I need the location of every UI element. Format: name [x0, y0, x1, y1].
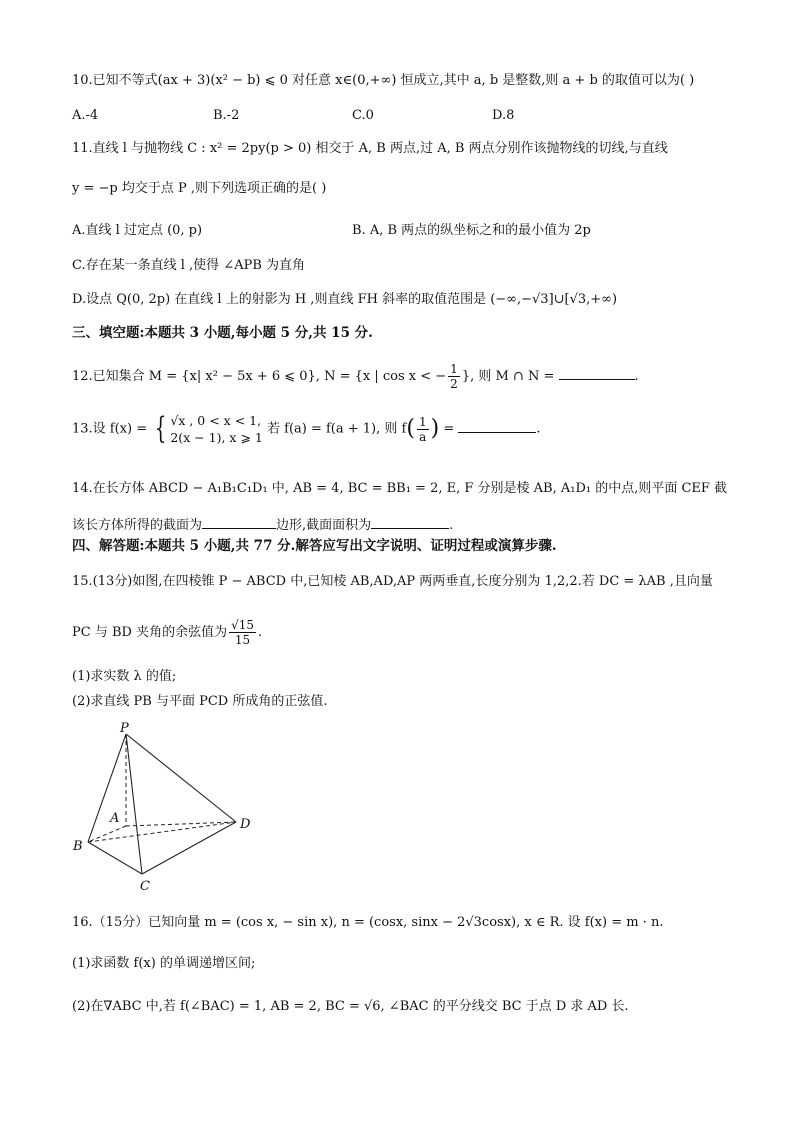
q13-suffix: =: [443, 421, 455, 437]
q13-stem: [72, 412, 541, 446]
edge-bc: [88, 842, 142, 874]
q12-end: .: [634, 369, 639, 384]
q10-option-a: A.-4: [72, 108, 99, 123]
edge-cd: [142, 822, 236, 874]
q10-option-b: B.-2: [213, 108, 240, 123]
pyramid-figure: [70, 722, 270, 901]
q15-frac-num: √15: [231, 618, 254, 632]
pyramid-diagram: [70, 722, 270, 897]
q11-stem-line2: y = −p 均交于点 P ,则下列选项正确的是( ): [72, 181, 327, 196]
section-3-heading: 三、填空题:本题共 3 小题,每小题 5 分,共 15 分.: [72, 325, 373, 341]
q15-line1: 15.(13分)如图,在四棱锥 P − ABCD 中,已知棱 AB,AD,AP 两两垂直,长度分别为 1,2,2.若 DC = λAB ,且向量: [72, 574, 713, 589]
q15-part1: (1)求实数 λ 的值;: [72, 669, 177, 684]
q14-line2-end: .: [449, 518, 454, 533]
q13-prefix: 13.设 f(x) =: [72, 421, 148, 437]
q15-line2-end: .: [258, 625, 263, 640]
label-b: B: [73, 839, 83, 854]
q11-option-a: A.直线 l 过定点 (0, p): [72, 223, 203, 238]
q15-fraction: [229, 618, 256, 647]
q14-line2-b: 边形,截面面积为: [276, 518, 372, 533]
q10-option-d: D.8: [492, 108, 515, 123]
q16-part2: (2)在∇ABC 中,若 f(∠BAC) = 1, AB = 2, BC = √6, ∠BAC 的平分线交 BC 于点 D 求 AD 长.: [72, 999, 629, 1014]
edge-ab-hidden: [88, 826, 126, 842]
q14-blank-1: [202, 514, 276, 529]
q15-frac-den: 15: [234, 633, 251, 647]
q10-option-c: C.0: [352, 108, 374, 123]
q13-end: .: [536, 421, 541, 437]
q13-frac-den: a: [419, 429, 427, 444]
q12-answer-blank: [559, 365, 635, 380]
q12-suffix: }, 则 M ∩ N =: [461, 369, 555, 384]
label-p: P: [120, 722, 129, 736]
q10-stem: 10.已知不等式(ax + 3)(x² − b) ⩽ 0 对任意 x∈(0,+∞) 恒成立,其中 a, b 是整数,则 a + b 的取值可以为( ): [72, 73, 695, 88]
q13-left-brace: {: [155, 411, 167, 446]
q13-right-paren: ): [430, 416, 440, 441]
q14-blank-2: [371, 514, 449, 529]
section-4-heading: 四、解答题:本题共 5 小题,共 77 分.解答应写出文字说明、证明过程或演算步骤.: [72, 538, 557, 554]
q12-stem: [72, 362, 639, 391]
label-a: A: [110, 811, 120, 826]
q11-stem-line1: 11.直线 l 与抛物线 C : x² = 2py(p > 0) 相交于 A, B 两点,过 A, B 两点分别作该抛物线的切线,与直线: [72, 141, 668, 156]
q13-frac-num: 1: [418, 414, 427, 429]
q12-fraction: [448, 362, 460, 391]
q12-prefix: 12.已知集合 M = {x| x² − 5x + 6 ⩽ 0}, N = {x | cos x < −: [72, 369, 447, 384]
q14-line1: 14.在长方体 ABCD − A₁B₁C₁D₁ 中, AB = 4, BC = BB₁ = 2, E, F 分别是棱 AB, A₁D₁ 的中点,则平面 CEF 截: [72, 481, 728, 496]
label-c: C: [140, 879, 150, 894]
q13-left-paren: (: [406, 416, 415, 441]
q11-option-c: C.存在某一条直线 l ,使得 ∠APB 为直角: [72, 258, 306, 273]
q14-line2: [72, 514, 453, 535]
edge-pc: [126, 734, 142, 874]
q16-line1: 16.（15分）已知向量 m = (cos x, − sin x), n = (cosx, sinx − 2√3cosx), x ∈ R. 设 f(x) = m · n.: [72, 915, 664, 930]
q13-answer-blank: [458, 418, 536, 433]
q11-option-d: D.设点 Q(0, 2p) 在直线 l 上的射影为 H ,则直线 FH 斜率的取值范围是 (−∞,−√3]∪[√3,+∞): [72, 292, 618, 307]
q15-part2: (2)求直线 PB 与平面 PCD 所成角的正弦值.: [72, 694, 328, 709]
q13-case2: 2(x − 1), x ⩾ 1: [170, 430, 263, 445]
q16-part1: (1)求函数 f(x) 的单调递增区间;: [72, 956, 256, 971]
edge-pb: [88, 734, 126, 842]
q13-cases: [170, 412, 263, 446]
q12-frac-den: 2: [450, 377, 458, 391]
q12-frac-num: 1: [450, 362, 458, 376]
q13-fraction: [417, 415, 429, 444]
label-d: D: [240, 817, 251, 832]
q15-line2-prefix: PC 与 BD 夹角的余弦值为: [72, 625, 228, 640]
edge-ad-hidden: [126, 822, 236, 826]
q14-line2-a: 该长方体所得的截面为: [72, 518, 203, 533]
q13-case1: √x , 0 < x < 1,: [170, 413, 262, 428]
q13-middle: 若 f(a) = f(a + 1), 则 f: [267, 421, 407, 437]
q15-line2: [72, 618, 262, 647]
edge-pd: [126, 734, 236, 822]
q11-option-b: B. A, B 两点的纵坐标之和的最小值为 2p: [352, 223, 591, 238]
